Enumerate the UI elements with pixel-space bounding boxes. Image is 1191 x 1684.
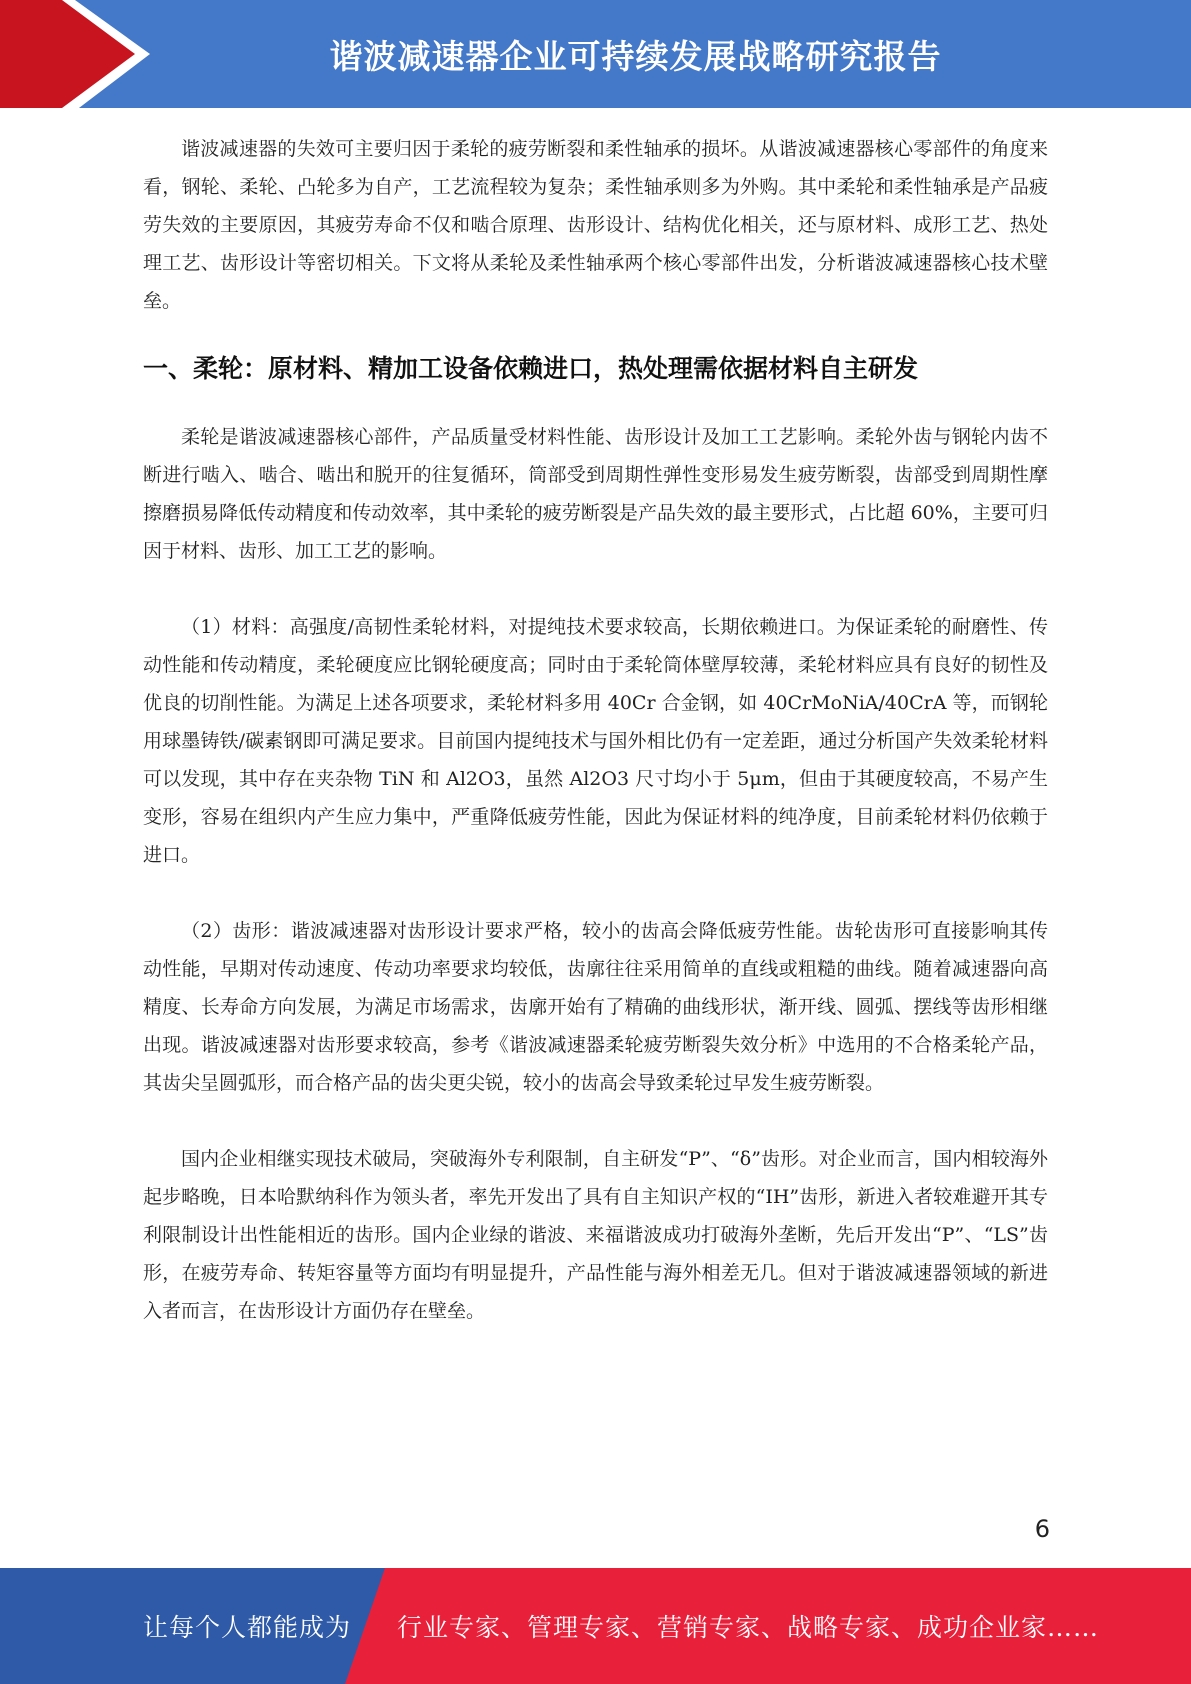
intro-paragraph: 谐波减速器的失效可主要归因于柔轮的疲劳断裂和柔性轴承的损坏。从谐波减速器核心零部件的角度来看，钢轮、柔轮、凸轮多为自产，工艺流程较为复杂；柔性轴承则多为外购。其中柔轮和柔性轴承是产品疲劳失效的主要原因，其疲劳寿命不仅和啮合原理、齿形设计、结构优化相关，还与原材料、成形工艺、热处理工艺、齿形设计等密切相关。下文将从柔轮及柔性轴承两个核心零部件出发，分析谐波减速器核心技术壁垒。 [143, 138, 1048, 312]
body-paragraph-1: 柔轮是谐波减速器核心部件，产品质量受材料性能、齿形设计及加工工艺影响。柔轮外齿与钢轮内齿不断进行啮入、啮合、啮出和脱开的往复循环，筒部受到周期性弹性变形易发生疲劳断裂，齿部受到周期性摩擦磨损易降低传动精度和传动效率，其中柔轮的疲劳断裂是产品失效的最主要形式，占比超 60%，主要可归因于材料、齿形、加工工艺的影响。 [143, 426, 1048, 562]
section-heading: 一、柔轮：原材料、精加工设备依赖进口，热处理需依据材料自主研发 [143, 354, 919, 383]
document-body [143, 130, 1048, 1330]
body-paragraph-materials: （1）材料：高强度/高韧性柔轮材料，对提纯技术要求较高，长期依赖进口。为保证柔轮的耐磨性、传动性能和传动精度，柔轮硬度应比钢轮硬度高；同时由于柔轮筒体壁厚较薄，柔轮材料应具有良好的韧性及优良的切削性能。为满足上述各项要求，柔轮材料多用 40Cr 合金钢，如 40CrMoNiA/40CrA 等，而钢轮用球墨铸铁/碳素钢即可满足要求。目前国内提纯技术与国外相比仍有一定差距，通过分析国产失效柔轮材料可以发现，其中存在夹杂物 TiN 和 Al2O3，虽然 Al2O3 尺寸均小于 5μm，但由于其硬度较高，不易产生变形，容易在组织内产生应力集中，严重降低疲劳性能，因此为保证材料的纯净度，目前柔轮材料仍依赖于进口。 [143, 616, 1048, 866]
report-title: 谐波减速器企业可持续发展战略研究报告 [329, 36, 942, 76]
page-footer [0, 1568, 1191, 1684]
body-paragraph-tooth-profile: （2）齿形：谐波减速器对齿形设计要求严格，较小的齿高会降低疲劳性能。齿轮齿形可直接影响其传动性能，早期对传动速度、传动功率要求均较低，齿廓往往采用简单的直线或粗糙的曲线。随着减速器向高精度、长寿命方向发展，为满足市场需求，齿廓开始有了精确的曲线形状，渐开线、圆弧、摆线等齿形相继出现。谐波减速器对齿形要求较高，参考《谐波减速器柔轮疲劳断裂失效分析》中选用的不合格柔轮产品，其齿尖呈圆弧形，而合格产品的齿尖更尖锐，较小的齿高会导致柔轮过早发生疲劳断裂。 [143, 920, 1048, 1094]
page-header [0, 0, 1191, 111]
body-paragraph-domestic: 国内企业相继实现技术破局，突破海外专利限制，自主研发“P”、“δ”齿形。对企业而言，国内相较海外起步略晚，日本哈默纳科作为领头者，率先开发出了具有自主知识产权的“IH”齿形，新进入者较难避开其专利限制设计出性能相近的齿形。国内企业绿的谐波、来福谐波成功打破海外垄断，先后开发出“P”、“LS”齿形，在疲劳寿命、转矩容量等方面均有明显提升，产品性能与海外相差无几。但对于谐波减速器领域的新进入者而言，在齿形设计方面仍存在壁垒。 [143, 1148, 1048, 1322]
footer-slogan-left: 让每个人都能成为 [143, 1613, 352, 1642]
footer-slogan-right: 行业专家、管理专家、营销专家、战略专家、成功企业家…… [397, 1613, 1100, 1642]
page-number: 6 [1034, 1515, 1050, 1543]
